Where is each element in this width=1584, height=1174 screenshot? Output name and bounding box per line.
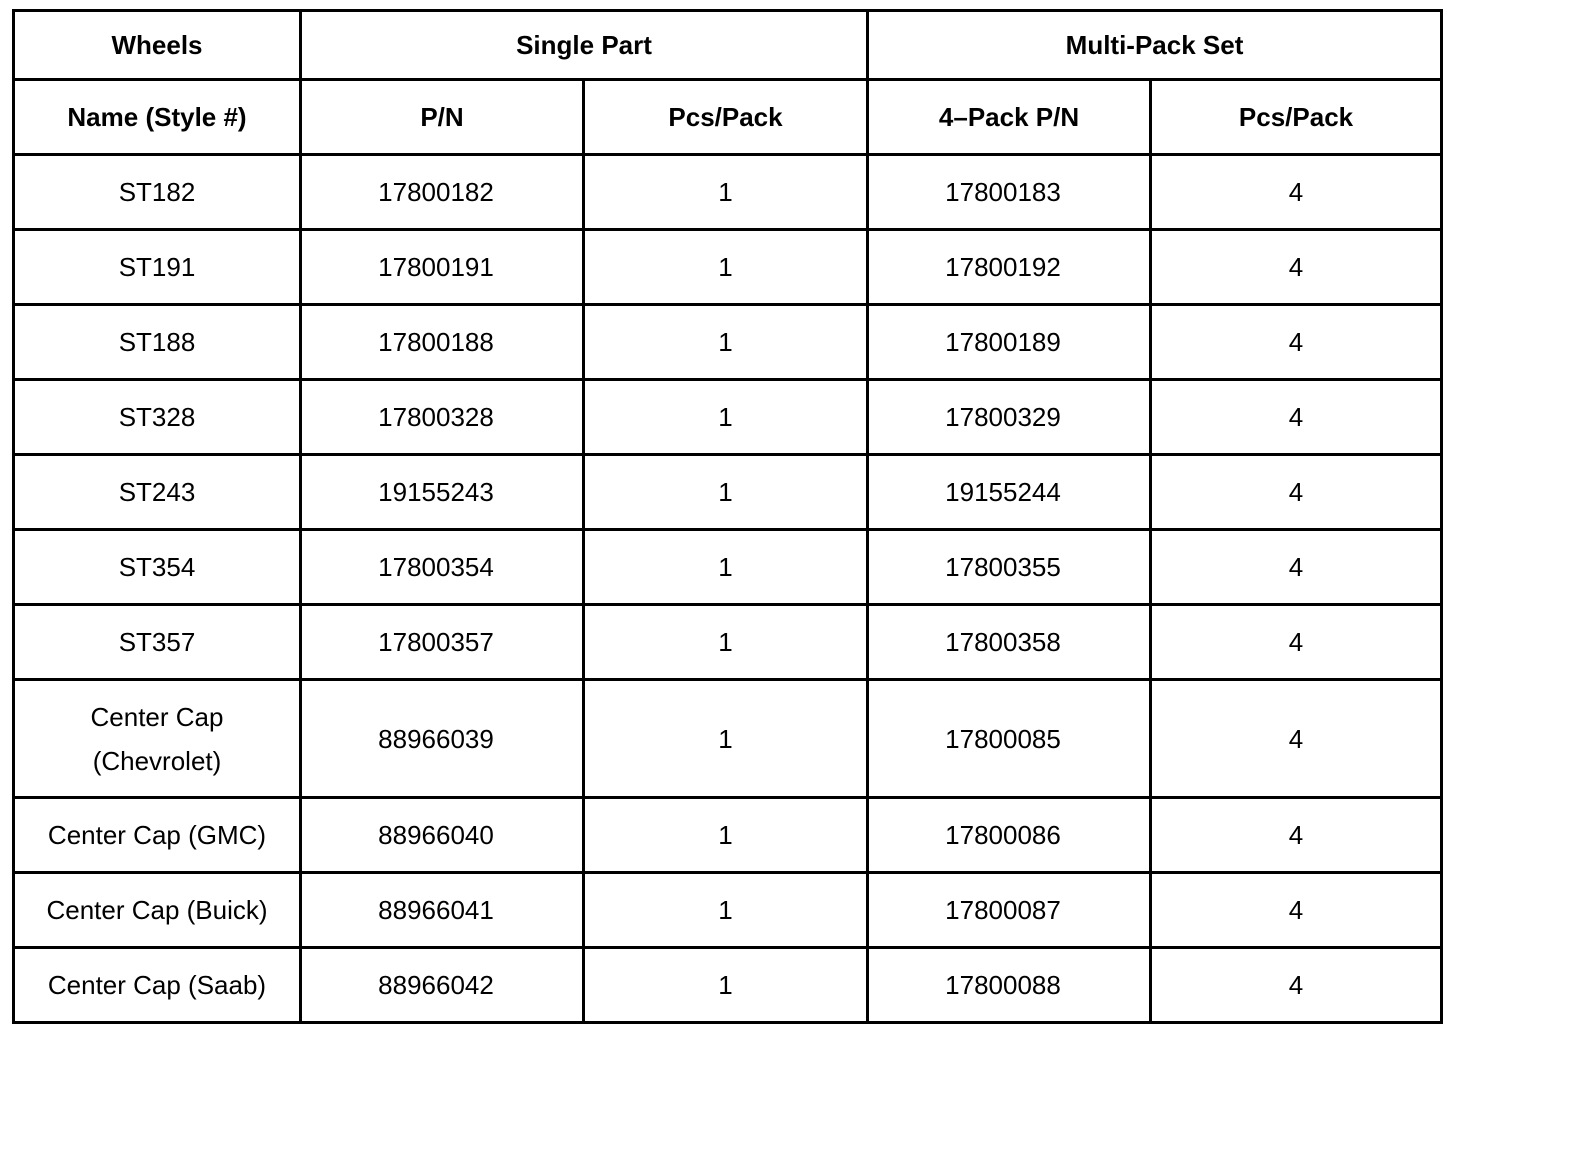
- cell-pcs: 1: [584, 798, 868, 873]
- table-row: [14, 798, 1442, 873]
- cell-pack-pcs: 4: [1151, 948, 1442, 1023]
- cell-pcs: 1: [584, 948, 868, 1023]
- cell-pn: 88966040: [301, 798, 584, 873]
- cell-pn: 17800328: [301, 380, 584, 455]
- cell-pack-pcs: 4: [1151, 380, 1442, 455]
- cell-pack-pcs: 4: [1151, 530, 1442, 605]
- cell-name: ST328: [14, 380, 301, 455]
- table-row: [14, 530, 1442, 605]
- cell-pack-pcs: 4: [1151, 873, 1442, 948]
- cell-pack-pn: 17800086: [868, 798, 1151, 873]
- table-row: [14, 155, 1442, 230]
- cell-pack-pn: 17800183: [868, 155, 1151, 230]
- wheels-parts-table: [12, 9, 1443, 1024]
- header-name-style: Name (Style #): [14, 80, 301, 155]
- cell-pcs: 1: [584, 680, 868, 798]
- header-4-pack-pn: 4–Pack P/N: [868, 80, 1151, 155]
- cell-pn: 17800182: [301, 155, 584, 230]
- header-multi-pack-set: Multi-Pack Set: [868, 11, 1442, 80]
- cell-pcs: 1: [584, 605, 868, 680]
- table-row: [14, 305, 1442, 380]
- table-row: [14, 605, 1442, 680]
- cell-pcs: 1: [584, 873, 868, 948]
- cell-name: [14, 680, 301, 798]
- cell-pcs: 1: [584, 305, 868, 380]
- cell-pack-pcs: 4: [1151, 305, 1442, 380]
- cell-name: ST357: [14, 605, 301, 680]
- cell-pn: 17800191: [301, 230, 584, 305]
- header-pack-pcs-pack: Pcs/Pack: [1151, 80, 1442, 155]
- cell-pack-pn: 17800355: [868, 530, 1151, 605]
- cell-name-line1: Center Cap: [90, 701, 224, 732]
- cell-pack-pn: 19155244: [868, 455, 1151, 530]
- cell-pn: 88966039: [301, 680, 584, 798]
- cell-pcs: 1: [584, 230, 868, 305]
- cell-pack-pcs: 4: [1151, 605, 1442, 680]
- table-row: [14, 680, 1442, 798]
- cell-pack-pn: 17800358: [868, 605, 1151, 680]
- cell-name: ST354: [14, 530, 301, 605]
- cell-name-line2: (Chevrolet): [92, 745, 222, 776]
- cell-pn: 88966042: [301, 948, 584, 1023]
- cell-name: Center Cap (Buick): [14, 873, 301, 948]
- cell-pack-pcs: 4: [1151, 455, 1442, 530]
- table-row: [14, 455, 1442, 530]
- header-pn: P/N: [301, 80, 584, 155]
- cell-pn: 88966041: [301, 873, 584, 948]
- header-wheels: Wheels: [14, 11, 301, 80]
- header-single-pcs-pack: Pcs/Pack: [584, 80, 868, 155]
- cell-pack-pcs: 4: [1151, 680, 1442, 798]
- cell-name: ST188: [14, 305, 301, 380]
- group-header-row: [14, 11, 1442, 80]
- header-single-part: Single Part: [301, 11, 868, 80]
- table-row: [14, 948, 1442, 1023]
- table-row: [14, 380, 1442, 455]
- cell-pcs: 1: [584, 155, 868, 230]
- table-row: [14, 873, 1442, 948]
- cell-name: ST191: [14, 230, 301, 305]
- table-row: [14, 230, 1442, 305]
- cell-pn: 17800357: [301, 605, 584, 680]
- cell-pn: 17800188: [301, 305, 584, 380]
- cell-name: ST182: [14, 155, 301, 230]
- cell-pack-pn: 17800085: [868, 680, 1151, 798]
- cell-pcs: 1: [584, 530, 868, 605]
- cell-pack-pn: 17800192: [868, 230, 1151, 305]
- cell-name: ST243: [14, 455, 301, 530]
- column-header-row: [14, 80, 1442, 155]
- cell-pn: 19155243: [301, 455, 584, 530]
- cell-pack-pn: 17800088: [868, 948, 1151, 1023]
- cell-pcs: 1: [584, 380, 868, 455]
- cell-pack-pn: 17800087: [868, 873, 1151, 948]
- cell-pcs: 1: [584, 455, 868, 530]
- cell-name: Center Cap (Saab): [14, 948, 301, 1023]
- cell-pack-pcs: 4: [1151, 230, 1442, 305]
- cell-pack-pn: 17800189: [868, 305, 1151, 380]
- cell-pn: 17800354: [301, 530, 584, 605]
- cell-pack-pn: 17800329: [868, 380, 1151, 455]
- cell-name: Center Cap (GMC): [14, 798, 301, 873]
- cell-pack-pcs: 4: [1151, 155, 1442, 230]
- cell-pack-pcs: 4: [1151, 798, 1442, 873]
